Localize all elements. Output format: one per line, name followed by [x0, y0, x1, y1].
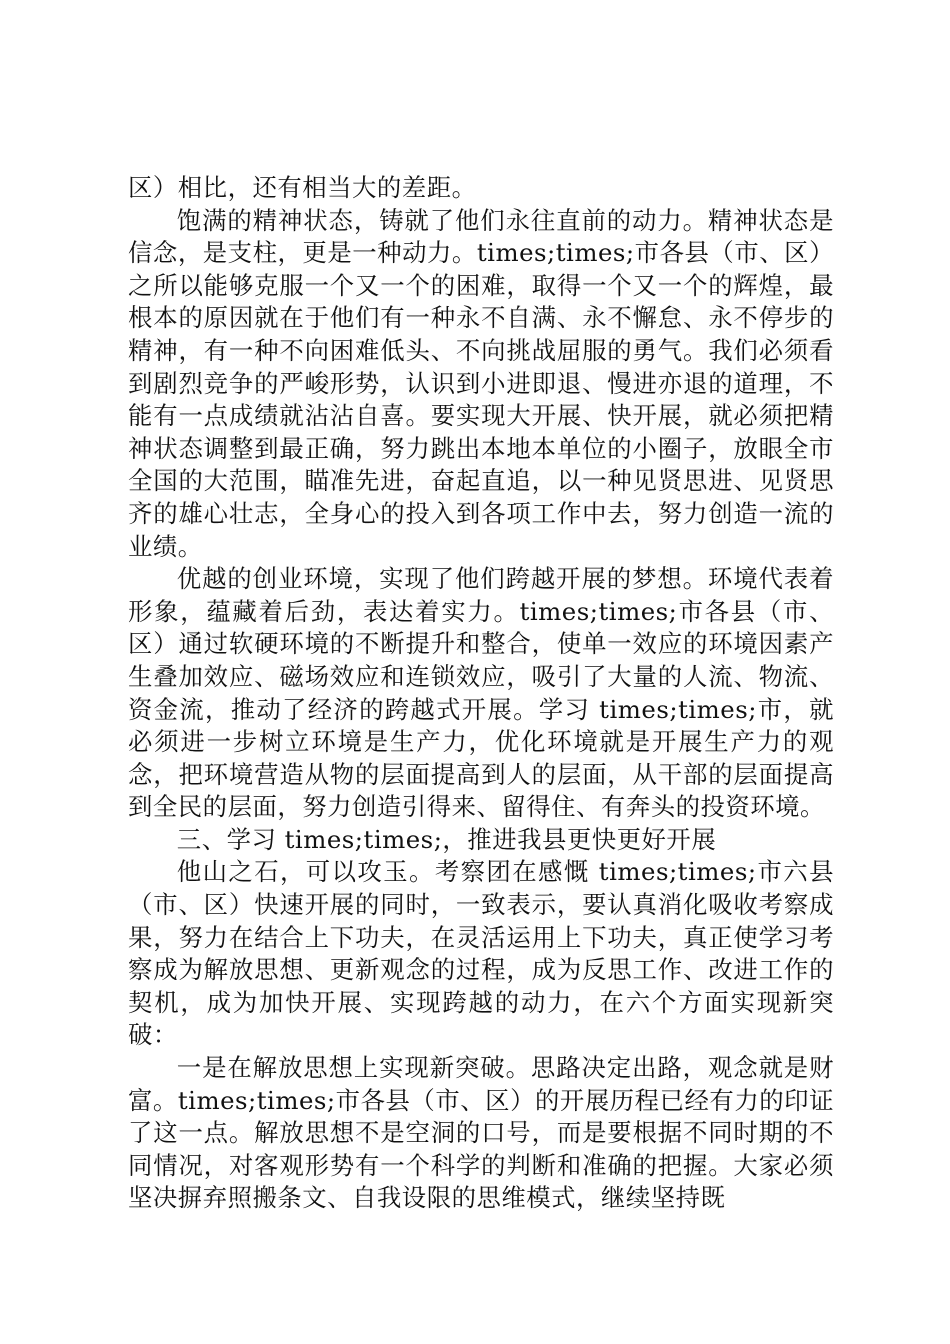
- section-heading: 三、学习 times;times;，推进我县更快更好开展: [176, 824, 717, 854]
- document-body: [128, 172, 834, 1215]
- paragraph-spirit: 饱满的精神状态，铸就了他们永往直前的动力。精神状态是信念，是支柱，更是一种动力。times;times;市各县（市、区）之所以能够克服一个又一个的困难，取得一个又一个的辉煌，最根本的原因就在于他们有一种永不自满、永不懈怠、永不停步的精神，有一种不向困难低头、不向挑战屈服的勇气。我们必须看到剧烈竞争的严峻形势，认识到小进即退、慢进亦退的道理，不能有一点成绩就沾沾自喜。要实现大开展、快开展，就必须把精神状态调整到最正确，努力跳出本地本单位的小圈子，放眼全市全国的大范围，瞄准先进，奋起直追，以一种见贤思进、见贤思齐的雄心壮志，全身心的投入到各项工作中去，努力创造一流的业绩。: [128, 205, 834, 561]
- paragraph-point-one: 一是在解放思想上实现新突破。思路决定出路，观念就是财富。times;times;市各县（市、区）的开展历程已经有力的印证了这一点。解放思想不是空洞的口号，而是要根据不同时期的不同情况，对客观形势有一个科学的判断和准确的把握。大家必须坚决摒弃照搬条文、自我设限的思维模式，继续坚持既: [128, 1053, 834, 1213]
- paragraph-continued: 区）相比，还有相当大的差距。: [128, 173, 477, 202]
- paragraph-environment: 优越的创业环境，实现了他们跨越开展的梦想。环境代表着形象，蕴藏着后劲，表达着实力。times;times;市各县（市、区）通过软硬环境的不断提升和整合，使单一效应的环境因素产生叠加效应、磁场效应和连锁效应，吸引了大量的人流、物流、资金流，推动了经济的跨越式开展。学习 times;times;市，就必须进一步树立环境是生产力，优化环境就是开展生产力的观念，把环境营造从物的层面提高到人的层面，从干部的层面提高到全民的层面，努力创造引得来、留得住、有奔头的投资环境。: [128, 564, 834, 822]
- paragraph-lessons: 他山之石，可以攻玉。考察团在感慨 times;times;市六县（市、区）快速开展的同时，一致表示，要认真消化吸收考察成果，努力在结合上下功夫，在灵活运用上下功夫，真正使学习考察成为解放思想、更新观念的过程，成为反思工作、改进工作的契机，成为加快开展、实现跨越的动力，在六个方面实现新突破：: [128, 857, 834, 1050]
